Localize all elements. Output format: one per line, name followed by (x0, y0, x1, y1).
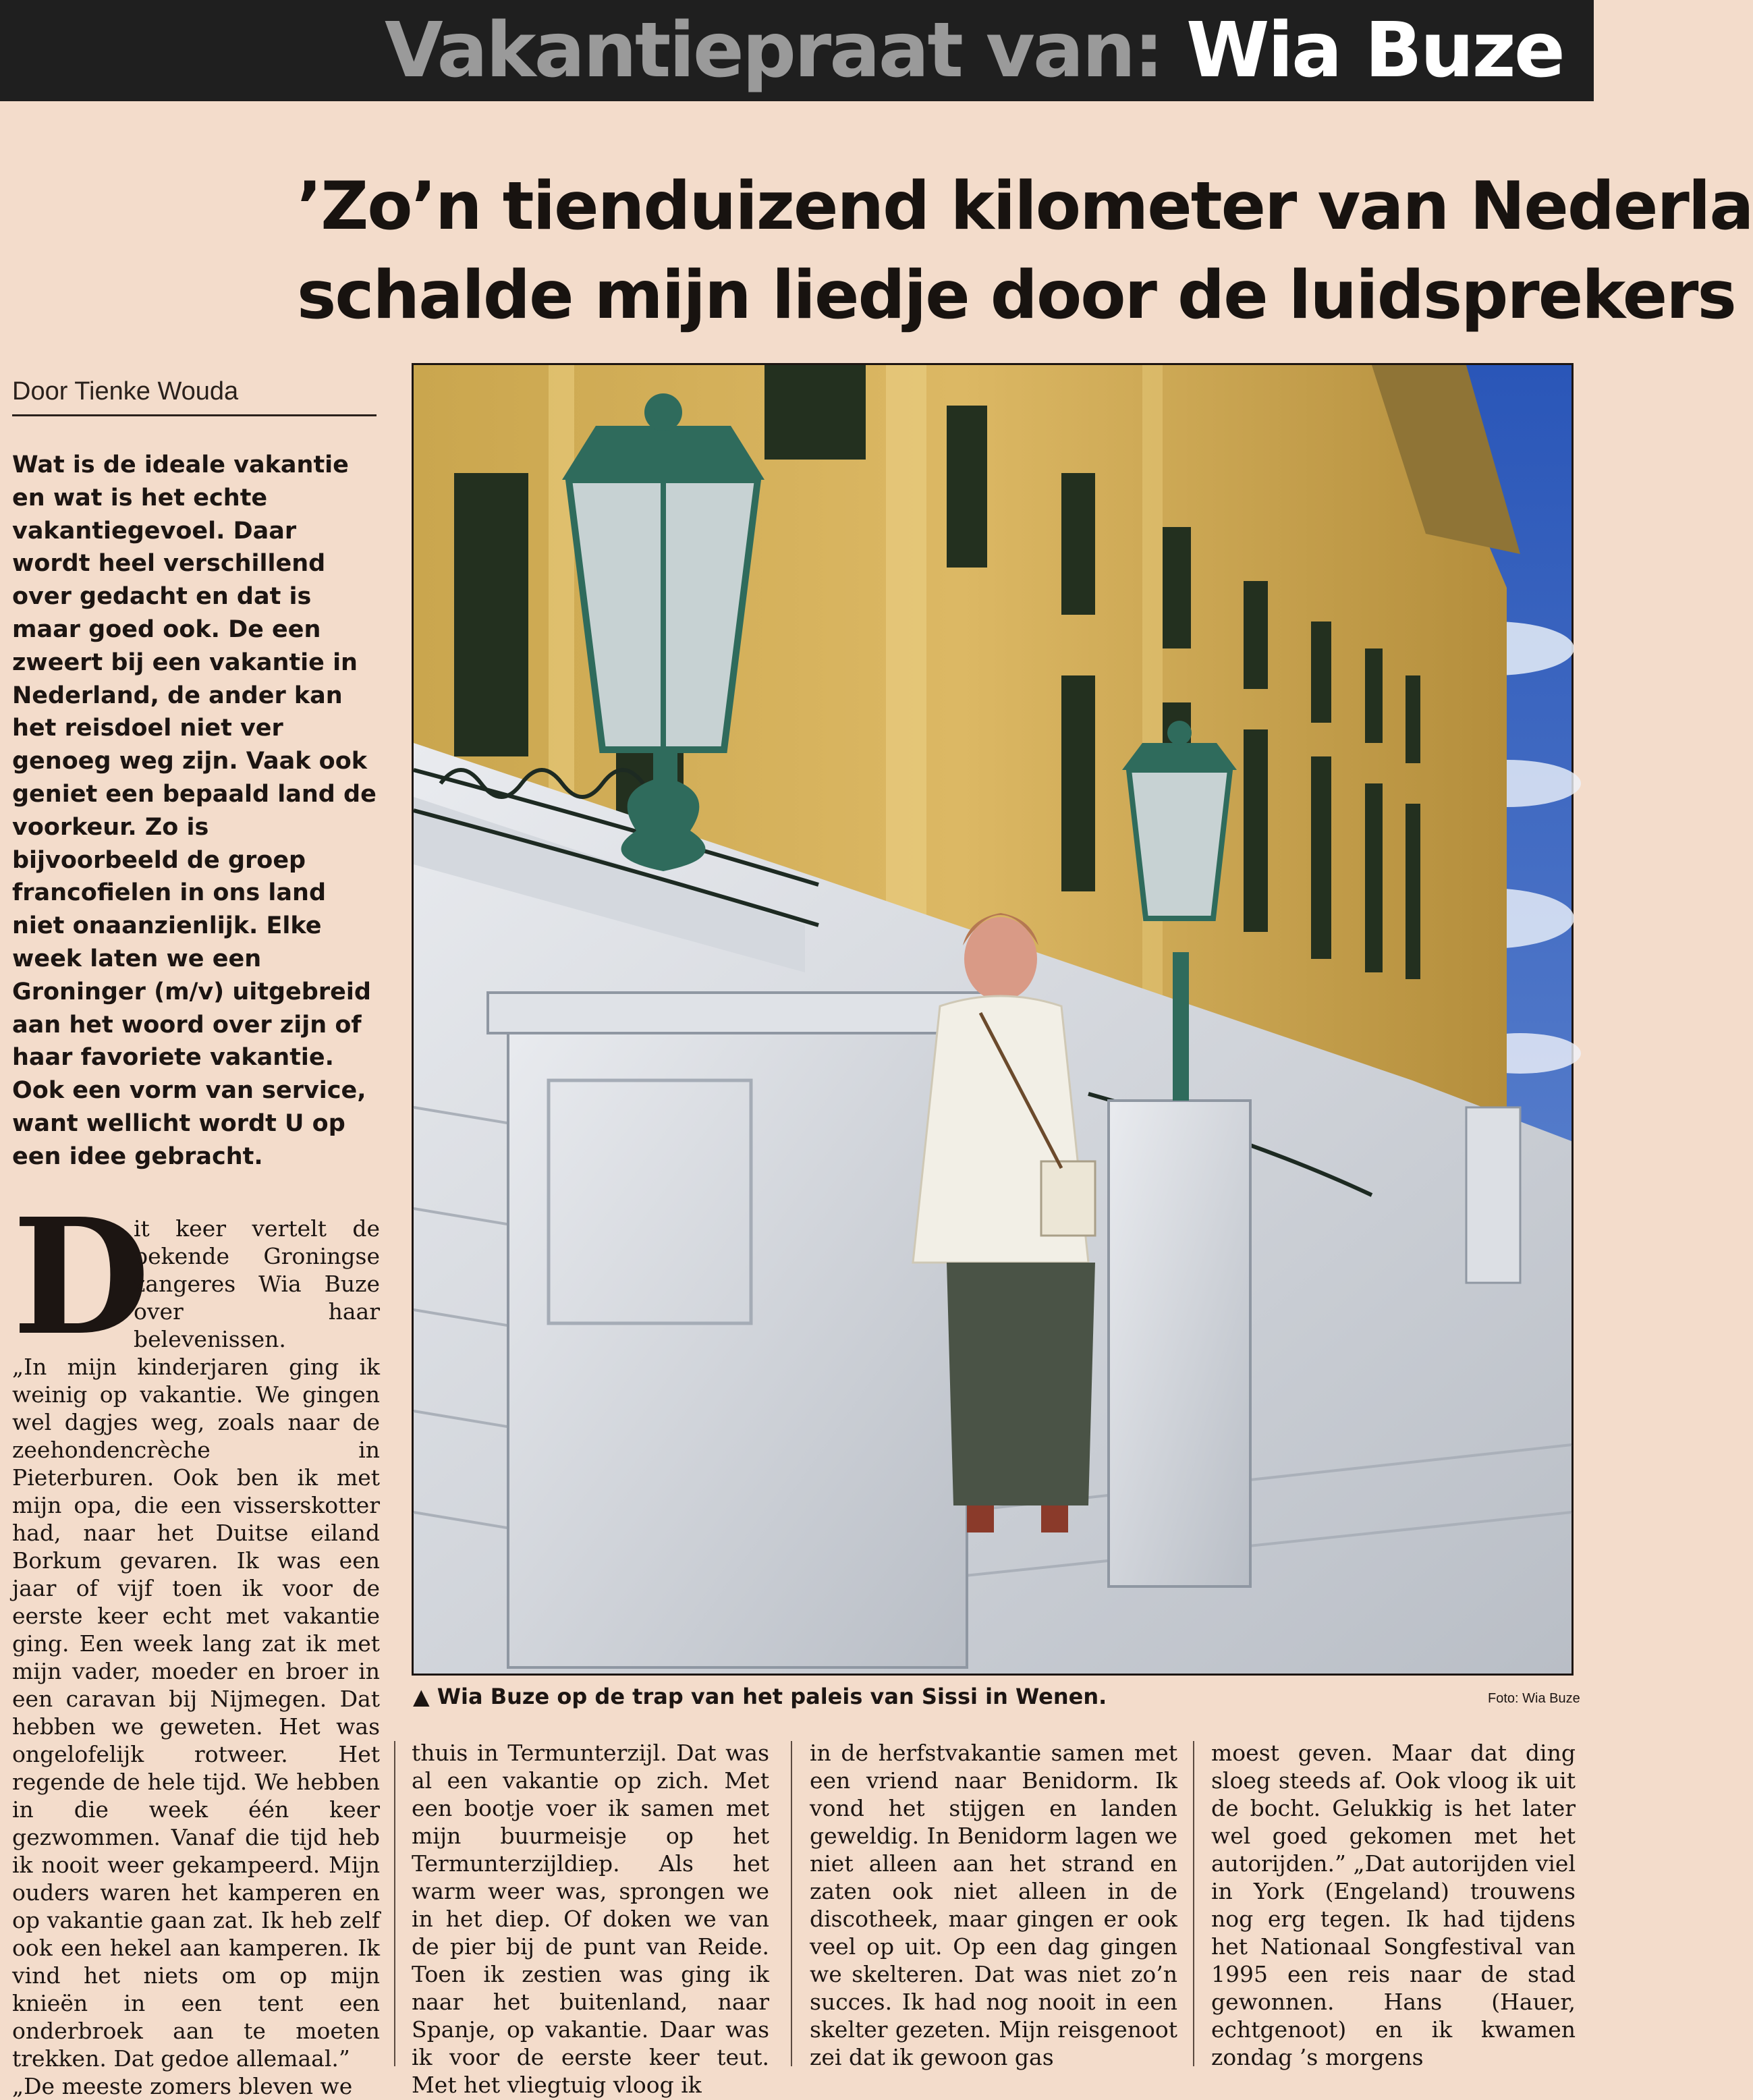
headline-line-2: schalde mijn liedje door de luidsprekers (297, 257, 1735, 334)
banner-title (385, 5, 1563, 96)
body-column-4: moest geven. Maar dat ding sloeg steeds af. Ook vloog ik uit de bocht. Gelukkig is het later wel goed gekomen met het autorijden.” „Dat autorijden viel in York (Engeland) trouwens nog erg tegen. Ik had tijdens het Nationaal Songfestival van 1995 een reis naar de stad gewonnen. Hans (Hauer, echtgenoot) en ik kwamen zondag ’s morgens (1211, 1740, 1576, 2070)
caption-text: Wia Buze op de trap van het paleis van Sissi in Wenen. (437, 1684, 1107, 1709)
body-lead: it keer vertelt de bekende Groningse zangeres Wia Buze over haar belevenissen. (134, 1215, 380, 1352)
body-column-1-next: „De meeste zomers bleven we (12, 2073, 353, 2099)
body-column-3: in de herfstvakantie samen met een vriend naar Benidorm. Ik vond het stijgen en landen geweldig. In Benidorm lagen we niet alleen aan het strand en zaten ook niet alleen in de discotheek, maar gingen er ook veel op uit. Op een dag gingen we skelteren. Dat was niet zo’n succes. Ik had nog nooit in een skelter gezeten. Mijn reisgenoot zei dat ik gewoon gas (810, 1740, 1177, 2070)
column-divider (791, 1741, 792, 2066)
photo (412, 363, 1574, 1676)
photo-credit: Foto: Wia Buze (1488, 1691, 1580, 1706)
banner-label: Vakantiepraat van: (385, 7, 1163, 94)
caption-triangle-icon: ▲ (413, 1684, 430, 1709)
photo-palace-stairs (414, 365, 1571, 1674)
headline (297, 162, 1753, 340)
body-column-2: thuis in Termunterzijl. Dat was al een vakantie op zich. Met een bootje voer ik samen met mijn buurmeisje op het Termunterzijldiep. Als het warm weer was, sprongen we in het diep. Of doken we van de pier bij de punt van Reide. Toen ik zestien was ging ik naar het buitenland, naar Spanje, op vakantie. Daar was ik voor de eerste keer teut. Met het vliegtuig vloog ik (412, 1740, 769, 2098)
photo-caption (413, 1682, 1107, 1711)
stone-pillar (508, 1020, 967, 1667)
byline: Door Tienke Wouda (12, 375, 377, 416)
headline-line-1: ’Zo’n tienduizend kilometer van Nederla (297, 168, 1753, 245)
banner-name: Wia Buze (1186, 7, 1563, 94)
drop-cap: D (12, 1183, 150, 1371)
column-divider (1193, 1741, 1194, 2066)
body-column-1-text: „In mijn kinderjaren ging ik weinig op vakantie. We gingen wel dagjes weg, zoals naar de zeehondencrèche in Pieterburen. Ook ben ik met mijn opa, die een visserskotter had, naar het Duitse eiland Borkum gevaren. Ik was een jaar of vijf toen ik voor de eerste keer echt met vakantie ging. Een week lang zat ik met mijn vader, moeder en broer in een caravan bij Nijmegen. Dat hebben we geweten. Het was ongelofelijk rotweer. Het regende de hele tijd. We hebben in die week één keer gezwommen. Vanaf die tijd heb ik nooit weer gekampeerd. Mijn ouders waren het kamperen en op vakantie gaan zat. Ik heb zelf ook een hekel aan kamperen. Ik vind het niets om op mijn knieën in een tent een onderbroek aan te moeten trekken. Dat gedoe allemaal.” (12, 1354, 380, 2072)
title-banner (0, 0, 1594, 101)
intro-paragraph: Wat is de ideale vakantie en wat is het echte vakantiegevoel. Daar wordt heel verschillend over gedacht en dat is maar goed ook. De een zweert bij een vakantie in Nederland, de ander kan het reisdoel niet ver genoeg weg zijn. Vaak ook geniet een bepaald land de voorkeur. Zo is bijvoorbeeld de groep francofielen in ons land niet onaanzienlijk. Elke week laten we een Groninger (m/v) uitgebreid aan het woord over zijn of haar favoriete vakantie. Ook een vorm van service, want wellicht wordt U op een idee gebracht. (12, 451, 377, 1170)
column-divider (394, 1741, 395, 2066)
body-column-1 (12, 1215, 380, 2100)
